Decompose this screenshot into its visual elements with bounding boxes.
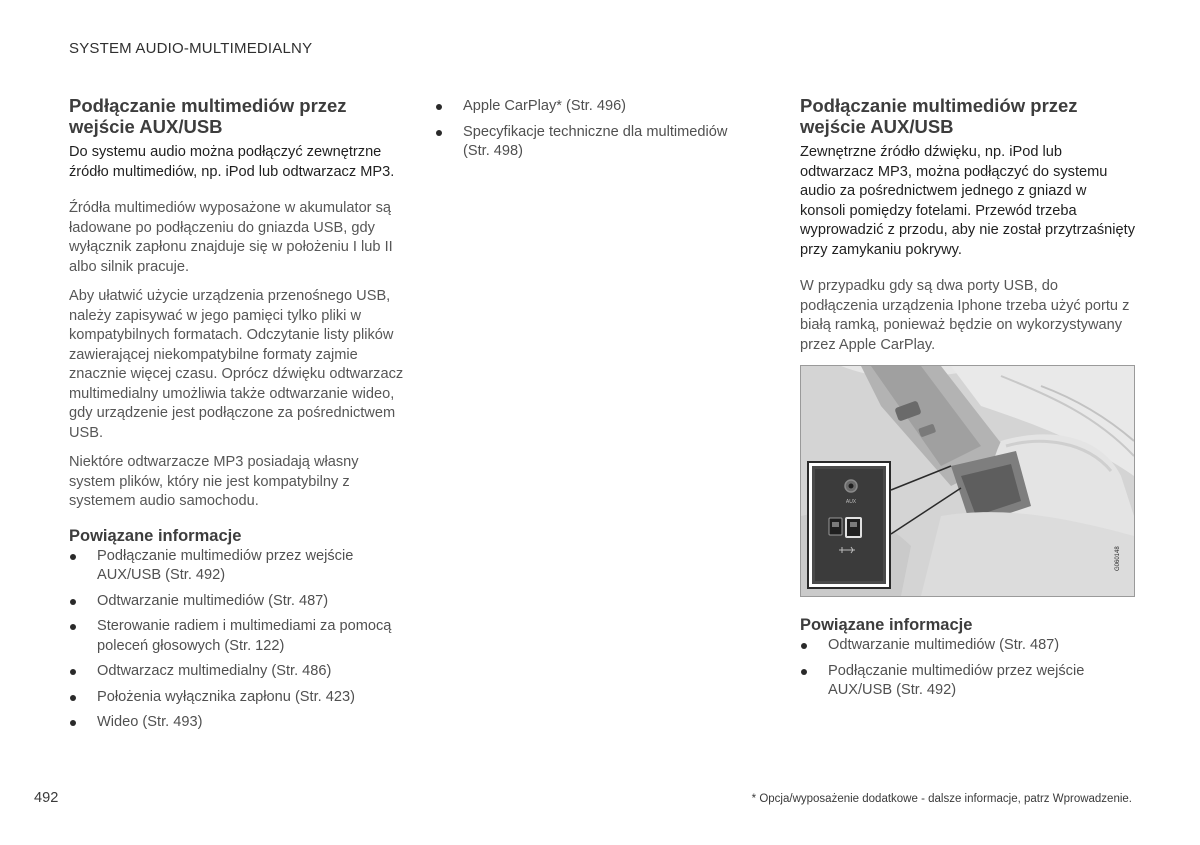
related-link[interactable] xyxy=(69,713,404,733)
paragraph: Aby ułatwić użycie urządzenia przenośnego USB, należy zapisywać w jego pamięci tylko pliki w kompatybilnych formatach. Odczytanie listy plików zawierającej niekompatybilne formaty zajmie znacznie więcej czasu. Oprócz dźwięku odtwarzacz multimedialny umożliwia także odtwarzanie wideo, gdy urządzenie jest podłączone za pośrednictwem USB. xyxy=(69,288,404,441)
related-link[interactable] xyxy=(69,547,404,586)
bullet-icon xyxy=(70,554,76,560)
related-link[interactable] xyxy=(69,617,404,656)
section-title: Podłączanie multimediów przez wejście AUX/USB xyxy=(800,95,1078,137)
related-link-label: Specyfikacje techniczne dla multimediów (Str. 498) xyxy=(463,123,728,159)
related-info-title: Powiązane informacje xyxy=(69,526,242,545)
related-links-list xyxy=(435,97,755,162)
middle-column xyxy=(435,97,755,168)
related-links-list xyxy=(800,636,1135,701)
section-title: Podłączanie multimediów przez wejście AUX/USB xyxy=(69,95,347,137)
console-illustration-svg xyxy=(801,366,1134,596)
aux-label: AUX xyxy=(845,499,857,505)
related-link-label: Podłączanie multimediów przez wejście AUX/USB (Str. 492) xyxy=(97,547,354,583)
related-link-label: Apple CarPlay* (Str. 496) xyxy=(463,98,627,114)
bullet-icon xyxy=(70,720,76,726)
related-link-label: Podłączanie multimediów przez wejście AUX/USB (Str. 492) xyxy=(828,662,1085,698)
bullet-icon xyxy=(70,624,76,630)
related-link-label: Położenia wyłącznika zapłonu (Str. 423) xyxy=(97,688,355,705)
paragraph: Niektóre odtwarzacze MP3 posiadają własny system plików, który nie jest kompatybilny z systemem audio samochodu. xyxy=(69,454,359,509)
footnote: * Opcja/wyposażenie dodatkowe - dalsze informacje, patrz Wprowadzenie. xyxy=(751,793,1132,805)
page-header: SYSTEM AUDIO-MULTIMEDIALNY xyxy=(69,40,313,57)
related-link-label: Odtwarzacz multimedialny (Str. 486) xyxy=(97,663,332,679)
related-link[interactable] xyxy=(69,592,404,612)
paragraph: W przypadku gdy są dwa porty USB, do podłączenia urządzenia Iphone trzeba użyć portu z białą ramką, ponieważ będzie on wykorzystywany przez Apple CarPlay. xyxy=(800,278,1130,353)
related-links-list xyxy=(69,547,404,733)
bullet-icon xyxy=(70,599,76,605)
related-link[interactable] xyxy=(69,688,404,708)
related-link-label: Odtwarzanie multimediów (Str. 487) xyxy=(828,637,1060,653)
bullet-icon xyxy=(436,130,442,136)
bullet-icon xyxy=(801,669,807,675)
left-column xyxy=(69,95,404,739)
section-intro: Do systemu audio można podłączyć zewnętrzne źródło multimediów, np. iPod lub odtwarzacz MP3. xyxy=(69,144,395,180)
related-link[interactable] xyxy=(69,662,404,682)
right-column xyxy=(800,95,1135,707)
bullet-icon xyxy=(436,104,442,110)
section-intro: Zewnętrzne źródło dźwięku, np. iPod lub odtwarzacz MP3, można podłączyć do systemu audio za pośrednictwem jednego z gniazd w konsoli pomiędzy fotelami. Przewód trzeba wyprowadzić z przodu, aby nie został przytrzaśnięty przy zamykaniu pokrywy. xyxy=(800,144,1135,258)
console-aux-usb-illustration xyxy=(800,365,1135,597)
related-info-title: Powiązane informacje xyxy=(800,616,973,634)
page-number: 492 xyxy=(34,790,59,806)
paragraph: Źródła multimediów wyposażone w akumulator są ładowane po podłączeniu do gniazda USB, gdy wyłącznik zapłonu znajduje się w położeniu I lub II albo silnik pracuje. xyxy=(69,200,393,275)
bullet-icon xyxy=(801,643,807,649)
related-link[interactable] xyxy=(800,662,1135,701)
related-link[interactable] xyxy=(435,97,755,117)
related-link-label: Wideo (Str. 493) xyxy=(97,714,203,730)
related-link-label: Odtwarzanie multimediów (Str. 487) xyxy=(97,592,329,609)
related-link[interactable] xyxy=(800,636,1135,656)
related-link[interactable] xyxy=(435,123,755,162)
bullet-icon xyxy=(70,669,76,675)
figure-code: G060148 xyxy=(1115,546,1121,571)
related-link-label: Sterowanie radiem i multimediami za pomocą poleceń głosowych (Str. 122) xyxy=(97,618,392,654)
bullet-icon xyxy=(70,695,76,701)
